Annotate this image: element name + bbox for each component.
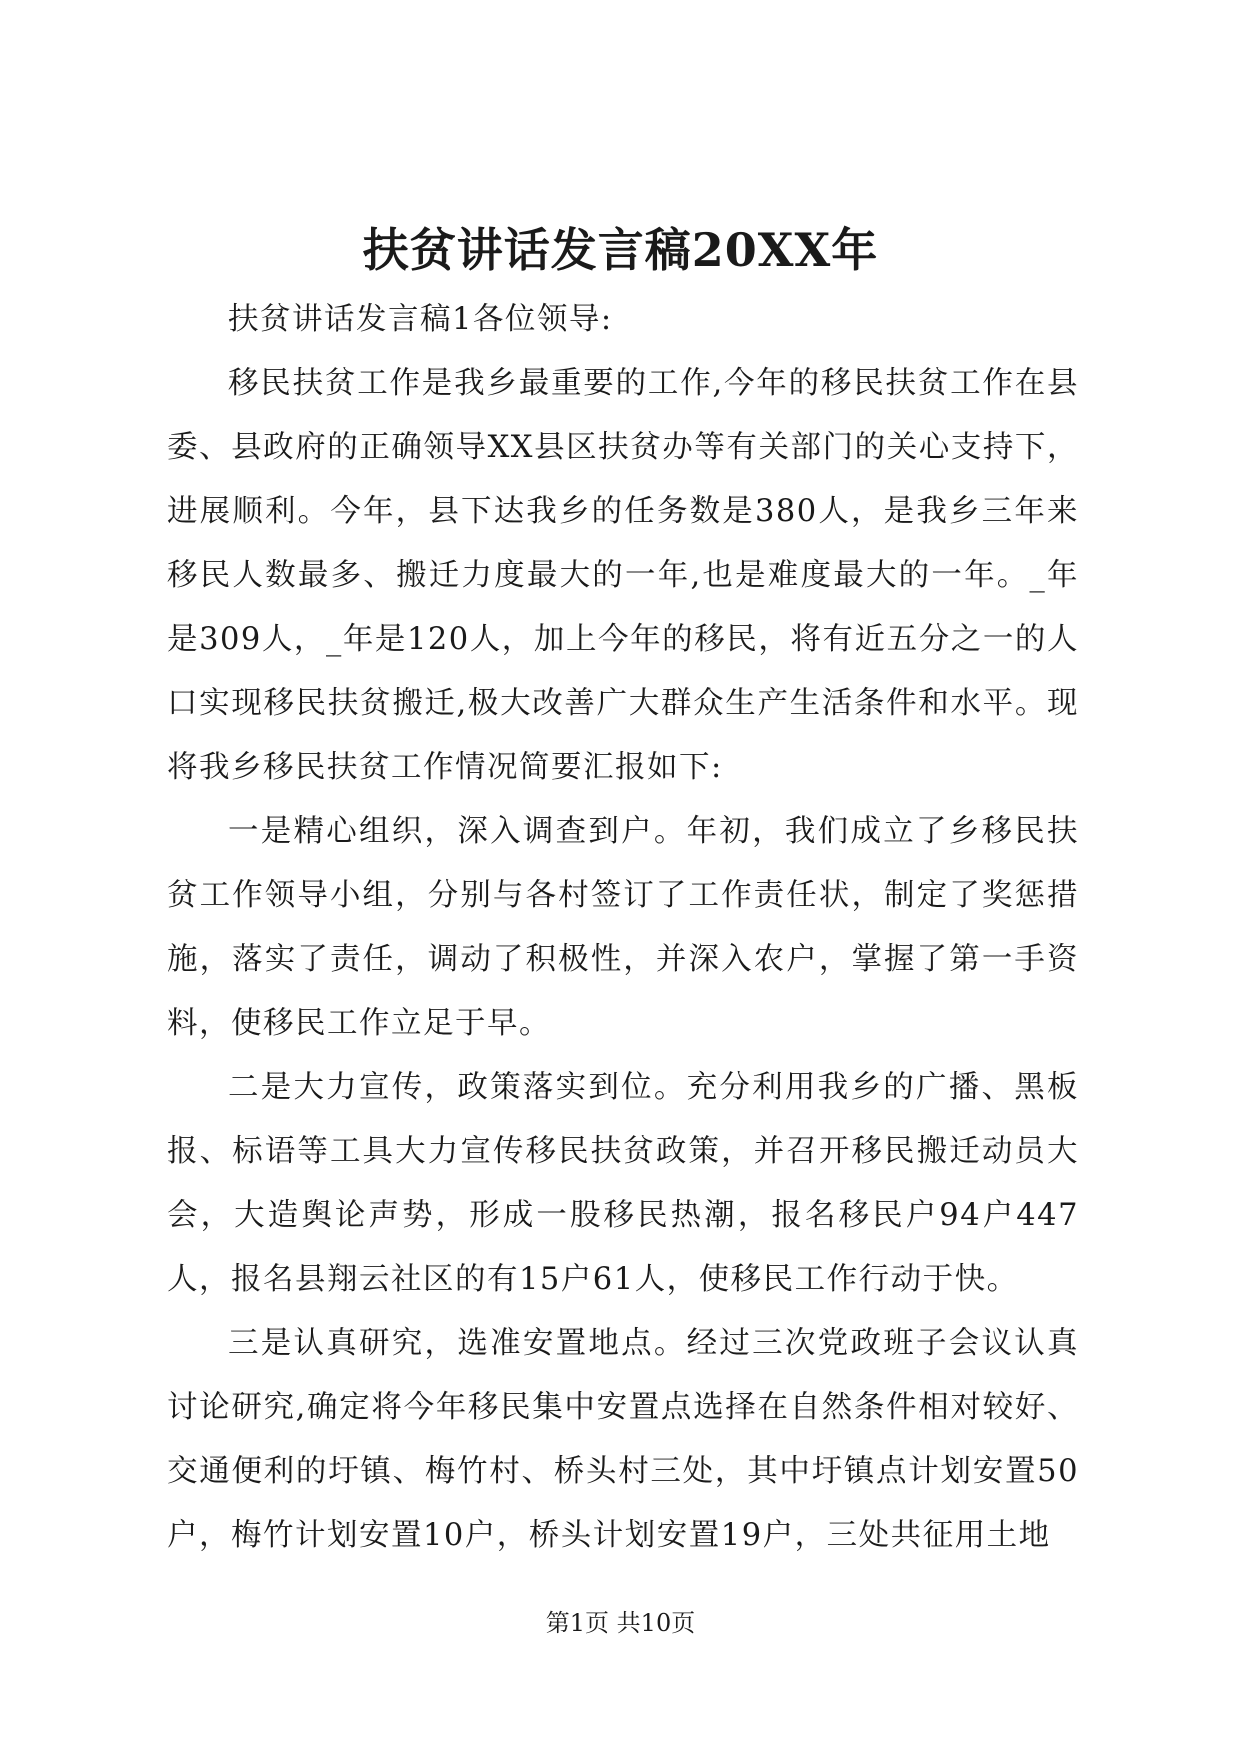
- paragraph-intro: 移民扶贫工作是我乡最重要的工作,今年的移民扶贫工作在县委、县政府的正确领导XX县区扶贫办等有关部门的关心支持下，进展顺利。今年，县下达我乡的任务数是380人，是我乡三年来移民人数最多、搬迁力度最大的一年,也是难度最大的一年。_年是309人，_年是120人，加上今年的移民，将有近五分之一的人口实现移民扶贫搬迁,极大改善广大群众生产生活条件和水平。现将我乡移民扶贫工作情况简要汇报如下:: [167, 366, 1079, 785]
- paragraph-point-two: 二是大力宣传，政策落实到位。充分利用我乡的广播、黑板报、标语等工具大力宣传移民扶贫政策，并召开移民搬迁动员大会，大造舆论声势，形成一股移民热潮，报名移民户94户447人，报名县翔云社区的有15户61人，使移民工作行动于快。: [167, 1070, 1079, 1297]
- document-title: 扶贫讲话发言稿20XX年: [362, 223, 879, 277]
- page-footer: 第1页 共10页: [545, 1609, 696, 1637]
- paragraph-point-three: 三是认真研究，选准安置地点。经过三次党政班子会议认真讨论研究,确定将今年移民集中安置点选择在自然条件相对较好、交通便利的圩镇、梅竹村、桥头村三处，其中圩镇点计划安置50户，梅竹计划安置10户，桥头计划安置19户，三处共征用土地: [167, 1326, 1079, 1553]
- paragraph-salutation: 扶贫讲话发言稿1各位领导:: [228, 302, 613, 337]
- paragraph-point-one: 一是精心组织，深入调查到户。年初，我们成立了乡移民扶贫工作领导小组，分别与各村签订了工作责任状，制定了奖惩措施，落实了责任，调动了积极性，并深入农户，掌握了第一手资料，使移民工作立足于早。: [167, 814, 1079, 1041]
- document-body: [167, 288, 1079, 1568]
